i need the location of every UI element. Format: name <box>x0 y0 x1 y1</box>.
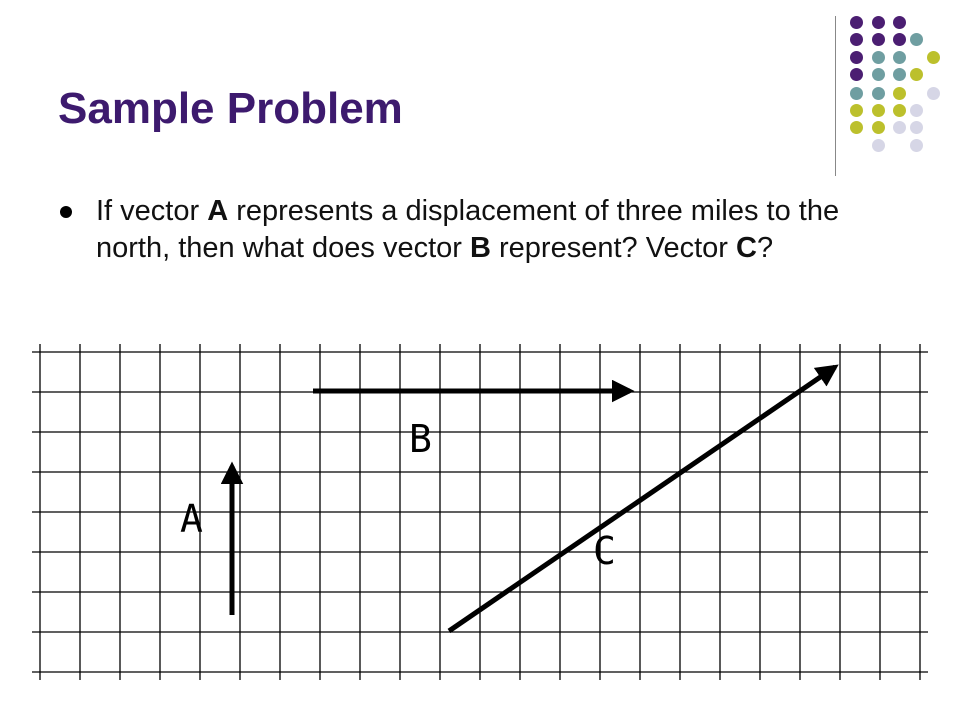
vector-b-label: B <box>409 417 432 461</box>
text-part: represent? Vector <box>490 232 736 264</box>
vector-a-label: A <box>180 497 203 541</box>
slide-title: Sample Problem <box>58 84 403 133</box>
text-part: If vector <box>96 195 208 227</box>
vector-a-ref: A <box>207 195 229 227</box>
text-part: ? <box>756 232 774 264</box>
vector-c-ref: C <box>735 232 757 264</box>
text-part: represents a displacement of three miles to the north, then what does vector <box>96 195 840 264</box>
vector-b-ref: B <box>470 232 491 264</box>
vector-c-label: C <box>593 529 616 573</box>
